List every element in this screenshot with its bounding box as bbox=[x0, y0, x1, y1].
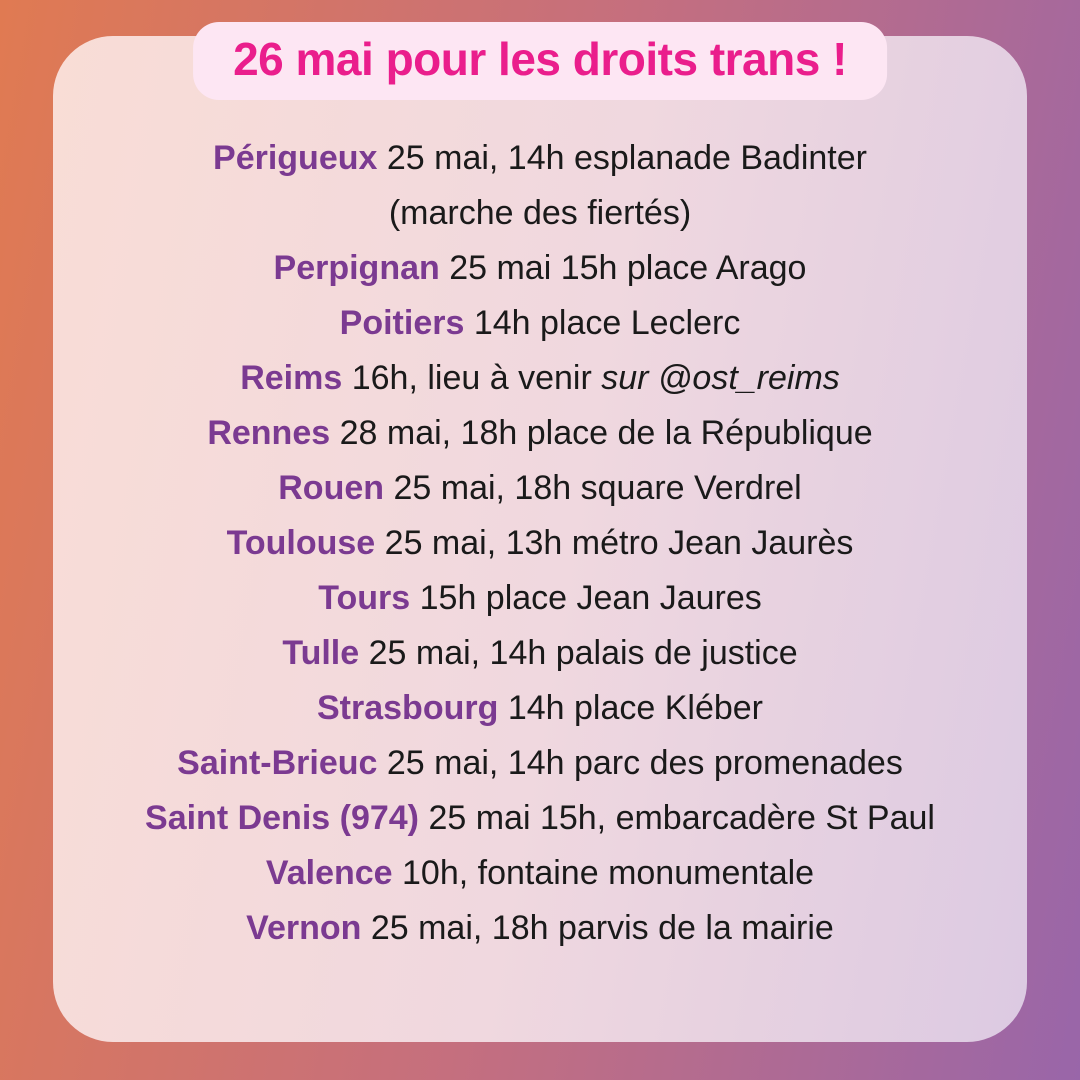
event-line bbox=[70, 241, 1010, 296]
event-detail: 25 mai, 14h parc des promenades bbox=[386, 744, 903, 782]
city-name: Strasbourg bbox=[317, 689, 499, 727]
event-detail: 25 mai, 18h parvis de la mairie bbox=[370, 909, 834, 947]
page-title: 26 mai pour les droits trans ! bbox=[233, 33, 847, 85]
event-line bbox=[70, 681, 1010, 736]
city-name: Reims bbox=[240, 359, 343, 397]
event-line bbox=[70, 406, 1010, 461]
city-name: Saint-Brieuc bbox=[177, 744, 378, 782]
city-name: Valence bbox=[265, 854, 393, 892]
event-line bbox=[70, 791, 1010, 846]
city-name: Perpignan bbox=[273, 249, 440, 287]
event-detail: 25 mai, 14h esplanade Badinter bbox=[386, 139, 867, 177]
event-line bbox=[70, 901, 1010, 956]
city-name: Rouen bbox=[278, 469, 385, 507]
event-line bbox=[70, 571, 1010, 626]
event-detail: 25 mai 15h, embarcadère St Paul bbox=[428, 799, 935, 837]
event-detail: 25 mai 15h place Arago bbox=[449, 249, 807, 287]
city-name: Tulle bbox=[282, 634, 360, 672]
event-detail: 28 mai, 18h place de la République bbox=[339, 414, 873, 452]
city-name: Périgueux bbox=[213, 139, 378, 177]
event-line bbox=[70, 131, 1010, 186]
event-line bbox=[70, 351, 1010, 406]
city-name: Saint Denis (974) bbox=[145, 799, 419, 837]
event-detail: 14h place Leclerc bbox=[473, 304, 741, 342]
event-detail: 15h place Jean Jaures bbox=[419, 579, 762, 617]
title-banner bbox=[193, 22, 887, 100]
city-name: Vernon bbox=[246, 909, 362, 947]
city-name: Tours bbox=[318, 579, 411, 617]
event-line bbox=[70, 846, 1010, 901]
event-line bbox=[70, 186, 1010, 241]
event-detail: 10h, fontaine monumentale bbox=[402, 854, 815, 892]
event-detail: (marche des fiertés) bbox=[388, 194, 692, 232]
event-line bbox=[70, 516, 1010, 571]
event-detail: 14h place Kléber bbox=[507, 689, 763, 727]
event-detail: 25 mai, 14h palais de justice bbox=[368, 634, 798, 672]
city-name: Poitiers bbox=[339, 304, 465, 342]
event-list bbox=[70, 131, 1010, 956]
event-line bbox=[70, 461, 1010, 516]
event-detail: 25 mai, 13h métro Jean Jaurès bbox=[384, 524, 854, 562]
event-line bbox=[70, 736, 1010, 791]
event-detail: 25 mai, 18h square Verdrel bbox=[393, 469, 802, 507]
event-line bbox=[70, 296, 1010, 351]
event-line bbox=[70, 626, 1010, 681]
event-detail-italic: sur @ost_reims bbox=[601, 359, 840, 397]
city-name: Toulouse bbox=[226, 524, 376, 562]
event-detail: 16h, lieu à venir bbox=[351, 359, 592, 397]
city-name: Rennes bbox=[207, 414, 331, 452]
